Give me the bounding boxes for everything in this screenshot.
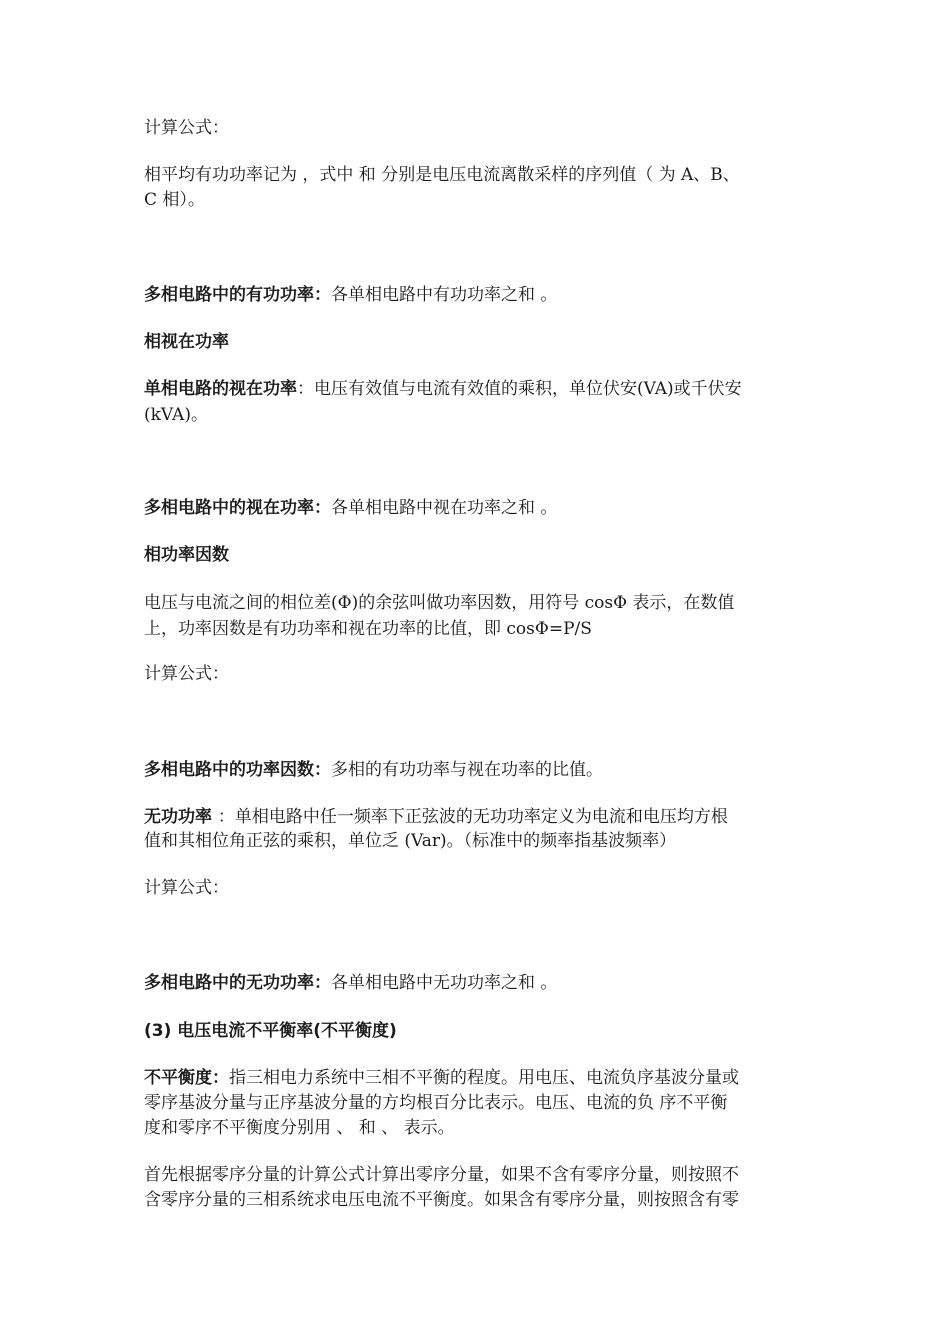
text-line: 相平均有功功率记为 ，式中 和 分别是电压电流离散采样的序列值（ 为 A、B、 bbox=[144, 165, 740, 185]
text-line: 单相电路的视在功率：电压有效值与电流有效值的乘积，单位伏安(VA)或千伏安 bbox=[144, 379, 742, 399]
text-line: 无功功率 ：单相电路中任一频率下正弦波的无功功率定义为电流和电压均方根 bbox=[144, 807, 728, 827]
text-line: 零序基波分量与正序基波分量的方均根百分比表示。电压、电流的负 序不平衡 bbox=[144, 1093, 728, 1113]
text-line: 值和其相位角正弦的乘积，单位乏 (Var)。（标准中的频率指基波频率） bbox=[144, 831, 677, 851]
section-heading: 相功率因数 bbox=[144, 545, 229, 565]
text-line: 度和零序不平衡度分别用 、 和 、 表示。 bbox=[144, 1118, 455, 1138]
section-heading: 相视在功率 bbox=[144, 332, 229, 352]
text-line: 含零序分量的三相系统求电压电流不平衡度。如果含有零序分量，则按照含有零 bbox=[144, 1190, 739, 1210]
text-line: (kVA)。 bbox=[144, 405, 208, 425]
text-line: 计算公式： bbox=[144, 664, 229, 684]
section-heading: (3) 电压电流不平衡率(不平衡度) bbox=[144, 1021, 397, 1041]
text-line: 计算公式： bbox=[144, 118, 229, 138]
text-line: 多相电路中的有功功率：各单相电路中有功功率之和 。 bbox=[144, 285, 558, 305]
text-line: 多相电路中的视在功率：各单相电路中视在功率之和 。 bbox=[144, 498, 558, 518]
text-line: 计算公式： bbox=[144, 878, 229, 898]
text-line: 不平衡度：指三相电力系统中三相不平衡的程度。用电压、电流负序基波分量或 bbox=[144, 1068, 739, 1088]
text-line: 首先根据零序分量的计算公式计算出零序分量，如果不含有零序分量，则按照不 bbox=[144, 1165, 739, 1185]
text-line: 上，功率因数是有功功率和视在功率的比值，即 cosΦ=P/S bbox=[144, 619, 592, 639]
text-line: 多相电路中的功率因数：多相的有功功率与视在功率的比值。 bbox=[144, 760, 603, 780]
text-line: 多相电路中的无功功率：各单相电路中无功功率之和 。 bbox=[144, 973, 558, 993]
text-line: C 相）。 bbox=[144, 190, 205, 210]
text-line: 电压与电流之间的相位差(Φ)的余弦叫做功率因数，用符号 cosΦ 表示，在数值 bbox=[144, 593, 735, 613]
